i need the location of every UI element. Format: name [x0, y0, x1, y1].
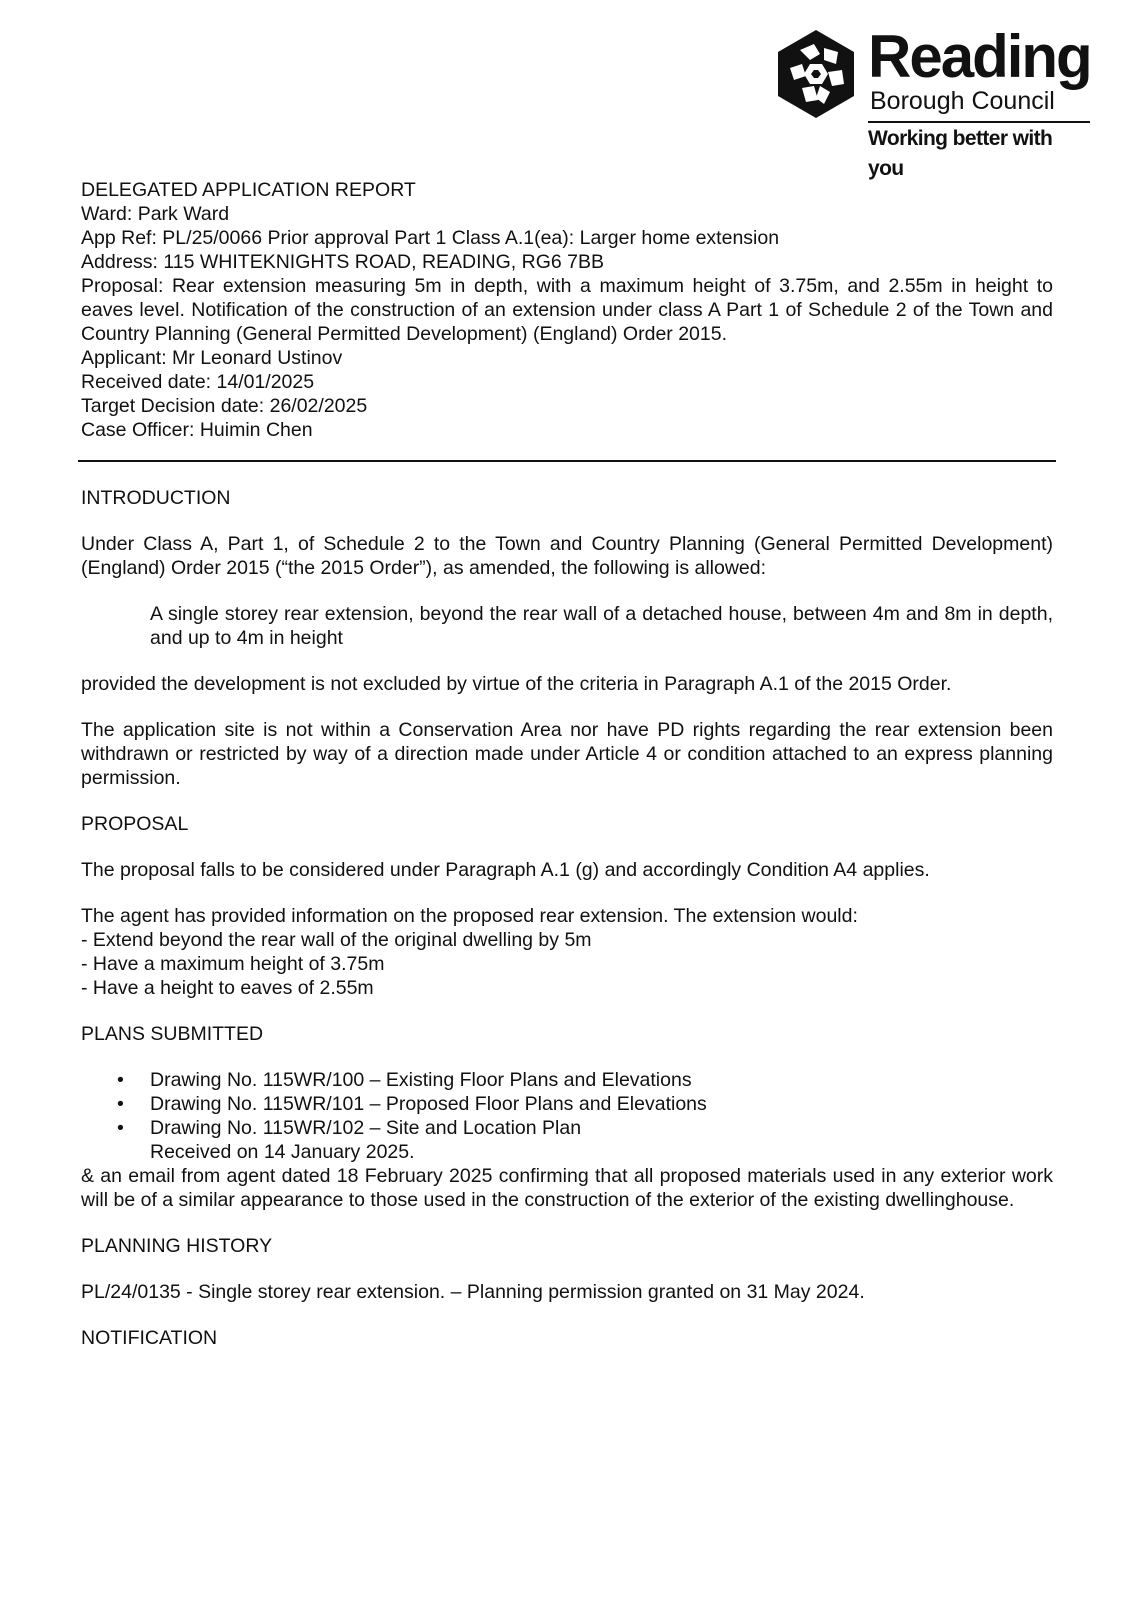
- notification-heading: NOTIFICATION: [81, 1327, 218, 1349]
- list-item: • Drawing No. 115WR/100 – Existing Floor Plans and Elevations: [117, 1069, 692, 1091]
- introduction-paragraph-2: provided the development is not excluded by virtue of the criteria in Paragraph A.1 of the 2015 Order.: [81, 673, 952, 695]
- report-body: [81, 178, 1053, 1350]
- list-item: - Have a height to eaves of 2.55m: [81, 977, 374, 999]
- list-item: • Drawing No. 115WR/101 – Proposed Floor Plans and Elevations: [117, 1093, 707, 1115]
- introduction-quote: A single storey rear extension, beyond the rear wall of a detached house, between 4m and 8m in depth, and up to 4m in height: [150, 603, 1053, 649]
- list-item: - Have a maximum height of 3.75m: [81, 953, 385, 975]
- ward: Ward: Park Ward: [81, 203, 230, 225]
- applicant: Applicant: Mr Leonard Ustinov: [81, 347, 343, 369]
- council-logo: [770, 23, 1091, 180]
- proposal-dimension-list: [81, 928, 1053, 1000]
- bullet-icon: •: [117, 1069, 124, 1091]
- address: Address: 115 WHITEKNIGHTS ROAD, READING, RG6 7BB: [81, 251, 605, 273]
- report-header: [81, 178, 1053, 442]
- plans-list: [81, 1068, 1053, 1140]
- bullet-icon: •: [117, 1093, 124, 1115]
- list-item: • Drawing No. 115WR/102 – Site and Location Plan: [117, 1117, 582, 1139]
- history-paragraph-1: PL/24/0135 - Single storey rear extension. – Planning permission granted on 31 May 2024.: [81, 1281, 865, 1303]
- app-ref: App Ref: PL/25/0066 Prior approval Part 1 Class A.1(ea): Larger home extension: [81, 227, 780, 249]
- logo-wordmark: Reading: [868, 23, 1091, 90]
- logo-tagline: Working better with you: [868, 127, 1053, 180]
- received-date: Received date: 14/01/2025: [81, 371, 315, 393]
- case-officer: Case Officer: Huimin Chen: [81, 419, 313, 441]
- history-heading: PLANNING HISTORY: [81, 1235, 273, 1257]
- header-divider: [78, 460, 1056, 462]
- logo-subtitle: Borough Council: [870, 87, 1055, 115]
- target-decision-date: Target Decision date: 26/02/2025: [81, 395, 368, 417]
- proposal-paragraph-2: The agent has provided information on the proposed rear extension. The extension would:: [81, 905, 858, 927]
- proposal-paragraph-1: The proposal falls to be considered under Paragraph A.1 (g) and accordingly Condition A4 applies.: [81, 859, 930, 881]
- reading-logo-mark-icon: [770, 28, 862, 120]
- plans-received: Received on 14 January 2025.: [150, 1141, 415, 1163]
- report-type: DELEGATED APPLICATION REPORT: [81, 179, 416, 201]
- list-item: - Extend beyond the rear wall of the original dwelling by 5m: [81, 929, 592, 951]
- logo-divider: [868, 121, 1090, 123]
- proposal-summary: Proposal: Rear extension measuring 5m in depth, with a maximum height of 3.75m, and 2.55m in height to eaves level. Notification of the construction of an extension under class A Part 1 of Schedule 2 of the Town and Country Planning (General Permitted Development) (England) Order 2015.: [81, 275, 1053, 345]
- introduction-heading: INTRODUCTION: [81, 487, 231, 509]
- plans-heading: PLANS SUBMITTED: [81, 1023, 264, 1045]
- introduction-paragraph-3: The application site is not within a Conservation Area nor have PD rights regarding the rear extension been withdrawn or restricted by way of a direction made under Article 4 or condition attached to an express planning permission.: [81, 719, 1053, 789]
- introduction-paragraph-1: Under Class A, Part 1, of Schedule 2 to the Town and Country Planning (General Permitted Development) (England) Order 2015 (“the 2015 Order”), as amended, the following is allowed:: [81, 533, 1053, 579]
- plans-email-note: & an email from agent dated 18 February 2025 confirming that all proposed materials used in any exterior work will be of a similar appearance to those used in the construction of the exterior of the existing dwellinghouse.: [81, 1165, 1053, 1211]
- bullet-icon: •: [117, 1117, 124, 1139]
- proposal-heading: PROPOSAL: [81, 813, 189, 835]
